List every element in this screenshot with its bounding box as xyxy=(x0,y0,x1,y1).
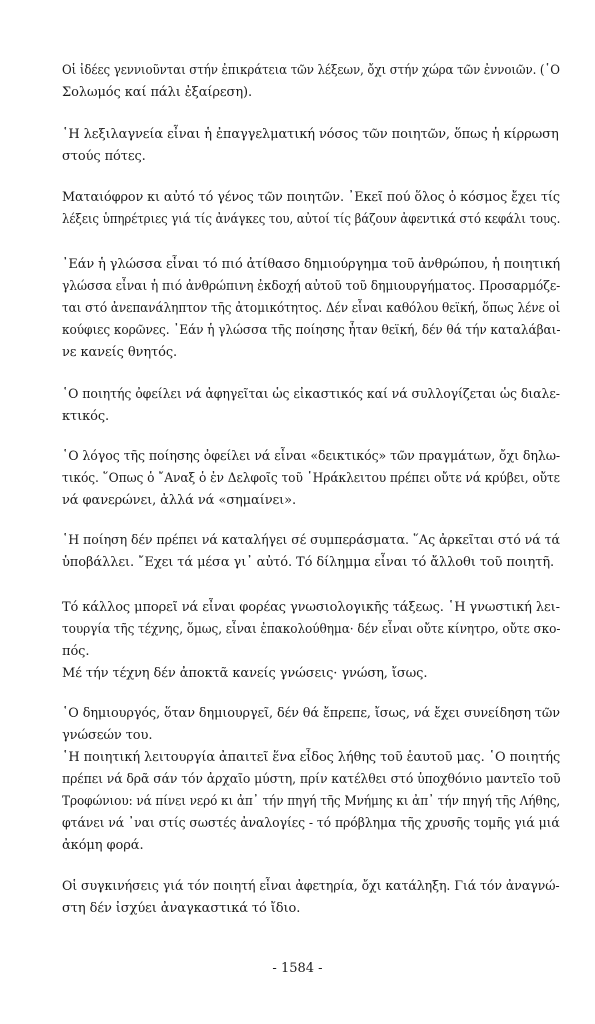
paragraph-2 xyxy=(62,124,560,168)
text-line: λέξεις ὑπηρέτριες γιά τίς ἀνάγκες του, αὐτοί τίς βάζουν ἀφεντικά στό κεφάλι τους. xyxy=(62,212,561,227)
text-line: Μέ τήν τέχνη δέν ἀποκτᾶ κανείς γνώσεις· γνώση, ἴσως. xyxy=(62,666,428,681)
text-line: Οἱ συγκινήσεις γιά τόν ποιητή εἶναι ἀφετηρία, ὄχι κατάληξη. Γιά τόν ἀναγνώ- xyxy=(62,879,560,894)
text-line: ται στό ἀνεπανάληπτον τῆς ἀτομικότητος. Δέν εἶναι καθόλου θεϊκή, ὅπως λένε οἱ xyxy=(62,301,561,316)
text-line: κτικός. xyxy=(62,409,110,424)
text-line: τουργία τῆς τέχνης, ὅμως, εἶναι ἐπακολούθημα· δέν εἶναι οὔτε κίνητρο, οὔτε σκο- xyxy=(62,622,561,637)
paragraph-1 xyxy=(62,60,560,104)
text-line: πός. xyxy=(62,644,90,659)
paragraph-10 xyxy=(62,876,560,920)
paragraph-8 xyxy=(62,597,560,685)
text-line: Οἱ ἰδέες γεννιοῦνται στήν ἐπικράτεια τῶν λέξεων, ὄχι στήν χώρα τῶν ἐννοιῶν. (῾Ο xyxy=(62,63,560,78)
text-line: φτάνει νά ᾿ναι στίς σωστές ἀναλογίες - τό πρόβλημα τῆς χρυσῆς τομῆς γιά μιά xyxy=(62,816,560,831)
text-line: πρέπει νά δρᾶ σάν τόν ἀρχαῖο μύστη, πρίν κατέλθει στό ὑποχθόνιο μαντεῖο τοῦ xyxy=(62,772,561,787)
text-line: Τό κάλλος μπορεῖ νά εἶναι φορέας γνωσιολογικῆς τάξεως. ῾Η γνωστική λει- xyxy=(62,600,560,615)
text-line: ᾿Εάν ἡ γλώσσα εἶναι τό πιό ἀτίθασο δημιούργημα τοῦ ἀνθρώπου, ἡ ποιητική xyxy=(62,257,561,272)
text-line: γνώσεών του. xyxy=(62,728,153,743)
text-line: γλώσσα εἶναι ἡ πιό ἀνθρώπινη ἐκδοχή αὐτοῦ τοῦ δημιουργήματος. Προσαρμόζε- xyxy=(62,279,561,294)
paragraph-5 xyxy=(62,384,560,428)
text-line: στούς πότες. xyxy=(62,149,146,164)
text-line: ῾Η λεξιλαγνεία εἶναι ἡ ἐπαγγελματική νόσος τῶν ποιητῶν, ὅπως ἡ κίρρωση xyxy=(62,127,559,142)
text-line: κούφιες κορῶνες. ᾿Εάν ἡ γλώσσα τῆς ποίησης ἦταν θεϊκή, δέν θά τήν καταλάβαι- xyxy=(62,323,561,338)
text-line: ὑποβάλλει. ῎Εχει τά μέσα γι᾿ αὐτό. Τό δίλημμα εἶναι τό ἄλλοθι τοῦ ποιητῆ. xyxy=(62,555,555,570)
paragraph-4 xyxy=(62,254,560,364)
text-line: νά φανερώνει, ἀλλά νά «σημαίνει». xyxy=(62,493,297,508)
text-line: ῾Η ποίηση δέν πρέπει νά καταλήγει σέ συμπεράσματα. ῞Ας ἀρκεῖται στό νά τά xyxy=(62,533,560,548)
text-line: Ματαιόφρον κι αὐτό τό γένος τῶν ποιητῶν. ᾿Εκεῖ πού ὅλος ὁ κόσμος ἔχει τίς xyxy=(62,190,560,205)
text-line: Σολωμός καί πάλι ἐξαίρεση). xyxy=(62,85,253,100)
paragraph-7 xyxy=(62,530,560,574)
text-line: ῾Ο δημιουργός, ὅταν δημιουργεῖ, δέν θά ἔπρεπε, ἴσως, νά ἔχει συνείδηση τῶν xyxy=(62,706,560,721)
page-number: - 1584 - xyxy=(272,961,323,976)
text-line: ῾Η ποιητική λειτουργία ἀπαιτεῖ ἕνα εἶδος λήθης τοῦ ἑαυτοῦ μας. ῾Ο ποιητής xyxy=(62,750,561,765)
paragraph-9 xyxy=(62,703,560,857)
paragraph-3 xyxy=(62,187,560,231)
text-line: στη δέν ἰσχύει ἀναγκαστικά τό ἴδιο. xyxy=(62,901,301,916)
text-line: ῾Ο ποιητής ὀφείλει νά ἀφηγεῖται ὡς εἰκαστικός καί νά συλλογίζεται ὡς διαλε- xyxy=(62,387,560,402)
text-line: ῾Ο λόγος τῆς ποίησης ὀφείλει νά εἶναι «δεικτικός» τῶν πραγμάτων, ὄχι δηλω- xyxy=(62,449,561,464)
paragraph-6 xyxy=(62,446,560,512)
text-line: Τροφώνιου: νά πίνει νερό κι ἀπ᾿ τήν πηγή τῆς Μνήμης κι ἀπ᾿ τήν πηγή τῆς Λήθης, xyxy=(62,794,561,809)
text-line: τικός. ῞Οπως ὁ ῎Αναξ ὁ ἐν Δελφοῖς τοῦ ῾Ηράκλειτου πρέπει οὔτε νά κρύβει, οὔτε xyxy=(62,471,560,486)
text-line: νε κανείς θνητός. xyxy=(62,345,178,360)
text-line: ἀκόμη φορά. xyxy=(62,838,144,853)
